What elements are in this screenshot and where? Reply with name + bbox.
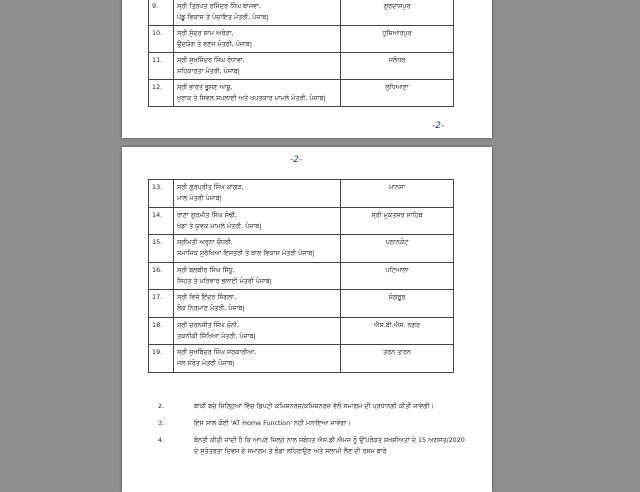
minister-name: ਸ੍ਰੀਮਤੀ ਅਰੁਨਾ ਚੌਧਰੀ, [177,238,233,246]
district-cell: ਸ੍ਰੀ ਮੁਕਤਸਰ ਸਾਹਿਬ [341,207,454,235]
document-page-1 [122,0,492,138]
minister-cell [174,317,341,345]
row-number: 10. [149,26,174,53]
district-cell: ਸੰਗਰੂਰ [341,290,454,318]
table-row [149,180,454,208]
row-number: 15. [149,235,174,263]
minister-name: ਸ੍ਰੀ ਸੁਖਜਿੰਦਰ ਸਿੰਘ ਰੰਧਾਵਾ, [177,56,245,64]
minister-cell [174,290,341,318]
paragraph-number: 3. [158,419,165,427]
table-row [149,53,454,80]
table-row [149,26,454,53]
row-number: 12. [149,80,174,107]
row-number: 11. [149,53,174,80]
table-row [149,290,454,318]
minister-cell [174,80,341,107]
district-cell: ਜਲੰਧਰ [341,53,454,80]
district-cell: ਲੁਧਿਆਣਾ [341,80,454,107]
row-number: 13. [149,180,174,208]
paragraph [158,435,468,457]
minister-name: ਸ੍ਰੀ ਸੁੰਦਰ ਸ਼ਾਮ ਅਰੋੜਾ, [177,29,234,37]
minister-cell [174,235,341,263]
minister-title: ਮਾਲ ਮੰਤਰੀ ਪੰਜਾਬ| [177,194,222,202]
instructions-section [158,401,468,463]
minister-name: ਸ੍ਰੀ ਭਾਰਤ ਭੂਸ਼ਣ ਆਸ਼ੂ, [177,83,233,91]
minister-cell [174,207,341,235]
minister-name: ਸ੍ਰੀ ਸੁਖਬਿੰਦਰ ਸਿੰਘ ਸਰਕਾਰੀਆ, [177,348,257,356]
minister-title: ਖੁਰਾਕ ਤੇ ਸਿਵਲ ਸਪਲਾਈ ਅਤੇ ਖਪਤਕਾਰ ਮਾਮਲੇ ਮੰਤਰੀ, ਪੰਜਾਬ| [177,94,326,102]
district-cell: ਮਾਨਸਾ [341,180,454,208]
minister-title: ਖੇਡਾਂ ਤੇ ਯੁਵਕ ਮਾਮਲੇ ਮੰਤਰੀ, ਪੰਜਾਬ| [177,221,262,230]
paragraph [158,418,468,429]
minister-title: ਉਦਯੋਗ ਤੇ ਵਣਜ ਮੰਤਰੀ, ਪੰਜਾਬ| [177,40,253,48]
minister-name: ਸ੍ਰੀ ਗੁਰਪ੍ਰੀਤ ਸਿੰਘ ਕਾਂਗੜ, [177,183,244,191]
table-row [149,80,454,107]
table-row [149,0,454,26]
table-row [149,235,454,263]
table-row [149,345,454,373]
ministers-table-page-1 [148,0,454,107]
paragraph-text: ਬਾਕੀ ਬਚੇ ਜ਼ਿਲ੍ਹਿਆਂ ਵਿੱਚ ਡਿਪਟੀ ਕਮਿਸ਼ਨਰਜ਼/ਕਮਿਸ਼ਨਰਜ਼ ਵੱਲੋਂ ਸਮਾਗਮ ਦੀ ਪ੍ਰਧਾਨਗੀ ਕੀਤੀ ਜਾਵੇਗੀ। [194,402,434,410]
table-row [149,262,454,290]
minister-title: ਸਿਹਤ ਤੇ ਪਰਿਵਾਰ ਭਲਾਈ ਮੰਤਰੀ ਪੰਜਾਬ| [177,276,272,285]
row-number: 16. [149,262,174,290]
minister-name: ਸ੍ਰੀ ਵਿਜੇ ਇੰਦਰ ਸਿੰਗਲਾ, [177,293,237,301]
minister-name: ਸ੍ਰੀ ਬਲਬੀਰ ਸਿੰਘ ਸਿੱਧੂ, [177,265,235,274]
district-cell: ਹੁਸ਼ਿਆਰਪੁਰ [341,26,454,53]
district-cell: ਐਸ.ਬੀ.ਐਸ. ਨਗਰ [341,317,454,345]
page-number: -2- [290,155,303,165]
row-number: 19. [149,345,174,373]
paragraph [158,401,468,412]
minister-title: ਜਲ ਸਰੋਤ ਮੰਤਰੀ ਪੰਜਾਬ| [177,359,235,367]
row-number: 17. [149,290,174,318]
minister-cell [174,345,341,373]
paragraph-number: 2. [158,402,165,410]
table-row [149,317,454,345]
row-number: 18. [149,317,174,345]
minister-title: ਸਮਾਜਿਕ ਸੁਰੱਖਿਆ ਇਸਤਰੀ ਤੇ ਬਾਲ ਵਿਕਾਸ ਮੰਤਰੀ ਪੰਜਾਬ| [177,249,315,257]
paragraph-text: ਇਸ ਸਾਲ ਕੋਈ 'AT Home Function' ਨਹੀਂ ਮਨਾਇਆ ਜਾਵੇਗਾ। [194,419,352,427]
ministers-table-page-2 [148,179,454,373]
minister-name: ਸ੍ਰੀ ਚਰਨਜੀਤ ਸਿੰਘ ਚੰਨੀ, [177,320,240,329]
row-number: 9. [149,0,174,26]
minister-cell [174,0,341,26]
district-cell: ਗੁਰਦਾਸਪੁਰ [341,0,454,26]
paragraph-number: 4. [158,436,165,444]
minister-name: ਰਾਣਾ ਗੁਰਮੀਤ ਸਿੰਘ ਸੋਢੀ, [177,210,237,219]
district-cell: ਤਰਨ ਤਾਰਨ [341,345,454,373]
minister-name: ਸ੍ਰੀ ਤ੍ਰਿਪਤ ਰਜਿੰਦਰ ਸਿੰਘ ਬਾਜਵਾ, [177,2,261,10]
paragraph-text: ਬੇਨਤੀ ਕੀਤੀ ਜਾਂਦੀ ਹੈ ਕਿ ਆਪਣੇ ਜ਼ਿਲ੍ਹੇ ਨਾਲ ਸਬੰਧਤ ਐਸ.ਡੀ.ਐਮਜ਼ ਨੂੰ ਉੱਪਰੋਕਤ ਸਖਸ਼ੀਅਤਾਂ ਦੇ 15 ਅਗਸਤ/2020 ਦੇ ਸੁਤੰਤਰਤਾ ਦਿਵਸ ਦੇ ਸਮਾਗਮ ਤੇ ਝੰਡਾ ਲਹਿਰਾਉਣ ਅਤੇ ਸਲਾਮੀ ਲੈਣ ਦੀ ਰਸਮ ਬਾਰੇ [194,436,465,455]
minister-title: ਲੋਕ ਨਿਰਮਾਣ ਮੰਤਰੀ, ਪੰਜਾਬ| [177,304,245,312]
minister-title: ਸਹਿਕਾਰਤਾ ਮੰਤਰੀ, ਪੰਜਾਬ| [177,67,240,75]
minister-title: ਤਕਨੀਕੀ ਸਿੱਖਿਆ ਮੰਤਰੀ, ਪੰਜਾਬ| [177,331,256,340]
minister-title: ਪੇਂਡੂ ਵਿਕਾਸ ਤੇ ਪੰਚਾਇਤ ਮੰਤਰੀ, ਪੰਜਾਬ| [177,13,269,21]
district-cell: ਪਟਿਆਲਾ [341,262,454,290]
district-cell: ਪਠਾਨਕੋਟ [341,235,454,263]
row-number: 14. [149,207,174,235]
minister-cell [174,53,341,80]
minister-cell [174,180,341,208]
table-row [149,207,454,235]
minister-cell [174,262,341,290]
page-number: -2- [432,121,445,131]
minister-cell [174,26,341,53]
document-page-2 [122,147,492,492]
